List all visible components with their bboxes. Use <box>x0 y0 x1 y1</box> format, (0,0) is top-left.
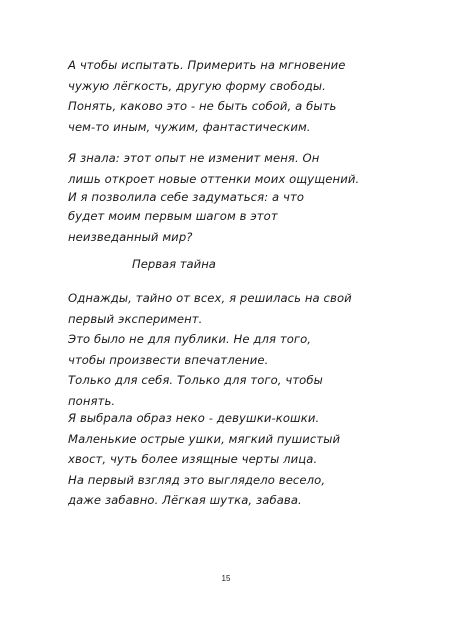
text-line: хвост, чуть более изящные черты лица. <box>68 452 318 466</box>
text-line: Однажды, тайно от всех, я решилась на свой <box>68 291 352 305</box>
text-line: И я позволила себе задуматься: а что <box>68 190 305 204</box>
text-line: будет моим первым шагом в этот <box>68 209 278 223</box>
paragraph-3 <box>68 288 398 411</box>
page-number: 15 <box>221 574 231 583</box>
text-line: Понять, каково это - не быть собой, а быть <box>68 99 337 113</box>
text-line: А чтобы испытать. Примерить на мгновение <box>68 58 346 72</box>
text-line: На первый взгляд это выглядело весело, <box>68 472 326 487</box>
text-line: Только для себя. Только для того, чтобы <box>68 373 323 387</box>
text-line: чем-то иным, чужим, фантастическим. <box>68 119 311 134</box>
text-line: Я выбрала образ неко - девушки-кошки. <box>68 411 320 425</box>
paragraph-2 <box>68 148 398 247</box>
text-line: понять. <box>68 393 116 408</box>
text-line: Маленькие острые ушки, мягкий пушистый <box>68 431 341 446</box>
text-line: Я знала: этот опыт не изменит меня. Он <box>68 151 320 165</box>
text-line: первый эксперимент. <box>68 311 203 326</box>
paragraph-1 <box>68 55 398 137</box>
text-line: лишь откроет новые оттенки моих ощущений. <box>68 171 360 186</box>
paragraph-4 <box>68 408 398 511</box>
text-line: неизведанный мир? <box>68 229 193 244</box>
text-line: чужую лёгкость, другую форму свободы. <box>68 78 326 93</box>
text-line: Это было не для публики. Не для того, <box>68 332 312 346</box>
text-line: чтобы произвести впечатление. <box>68 352 269 367</box>
text-line: даже забавно. Лёгкая шутка, забава. <box>68 493 302 507</box>
section-heading: Первая тайна <box>132 257 216 271</box>
